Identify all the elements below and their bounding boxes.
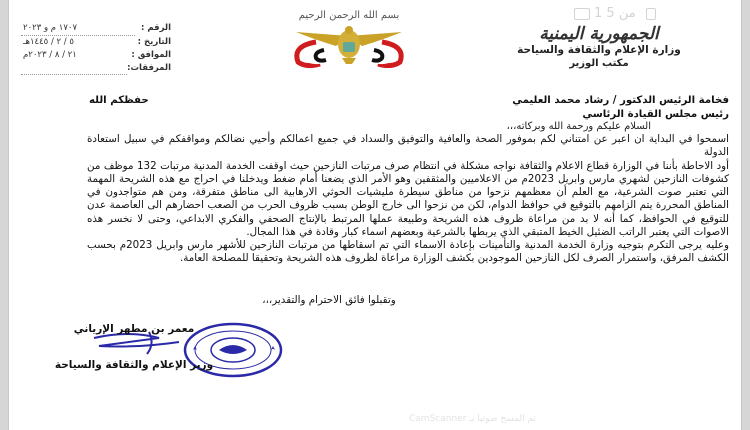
republic-name: الجمهورية اليمنية — [539, 24, 659, 44]
gregorian-date-row — [21, 49, 171, 62]
letterhead-ministry — [469, 24, 729, 70]
closing-line: وتقبلوا فائق الاحترام والتقدير،،، — [262, 294, 396, 306]
page-icon — [574, 8, 590, 20]
letter-body — [87, 133, 729, 266]
gregorian-date-value: ٢١ / ٨ / ٢٠٢٣م — [23, 50, 77, 60]
signatory-name: معمر بن مطهر الإرياني — [73, 323, 195, 335]
basmala: بسم الله الرحمن الرحيم — [298, 10, 400, 21]
reference-number-row — [21, 22, 171, 36]
page-list-icon — [646, 8, 656, 20]
greeting: السلام عليكم ورحمة الله وبركاته،،، — [506, 121, 651, 132]
reference-number-value: ١٧٠٧ م و ٢٠٢٣ — [21, 22, 135, 36]
ministry-name: وزارة الإعلام والثقافة والسياحة — [517, 44, 681, 56]
yemen-eagle-emblem-icon — [286, 22, 412, 68]
hijri-date-label: التاريخ : — [137, 37, 171, 47]
viewer-scrollbar[interactable] — [741, 0, 750, 430]
addressee-title: رئيس مجلس القيادة الرئاسي — [582, 109, 729, 120]
attachments-value — [21, 62, 127, 75]
scanner-watermark: CamScanner تم المسح ضوئيا بـ — [409, 414, 537, 424]
addressee-honorific: حفظكم الله — [89, 95, 149, 106]
reference-block — [21, 22, 171, 75]
letterhead-emblem — [286, 10, 412, 68]
addressee-block — [89, 94, 729, 122]
hijri-date-row — [21, 36, 171, 49]
page-counter — [574, 6, 656, 21]
attachments-row — [21, 62, 171, 75]
signatory-title: وزير الإعلام والثقافة والسياحة — [54, 359, 214, 371]
hijri-date-value: ٥ / ٢ / ١٤٤٥هـ — [23, 37, 74, 47]
viewer-left-border — [0, 0, 9, 430]
office-name: مكتب الوزير — [569, 58, 629, 69]
body-paragraph-1: اسمحوا في البداية ان اعبر عن امتناني لكم بموفور الصحة والعافية والتوفيق والسداد في جميع اعمالكم وأحيي نضالكم ومواقفكم في سبيل استعادة الدولة — [87, 133, 729, 159]
attachments-label: المرفقات: — [127, 63, 171, 73]
page-counter-text: 1 من 5 — [594, 6, 636, 21]
gregorian-date-label: الموافق : — [131, 50, 171, 60]
body-paragraph-2: أود الاحاطة بأننا في الوزارة قطاع الاعلام والثقافة نواجه مشكلة في انتظام صرف مرتبات النازحين حيث اوقفت الخدمة المدنية مرتبات 132 موظف من كشوفات النازحين لشهري مارس وابريل 2023م من الاعلاميين والمثقفين وهو الأمر الذي يضعنا أمام ضغط ويدخلنا في احراج مع هذه الشريحة المهمة التي تعتبر صوت الشرعية، مع العلم أن معظمهم نزحوا من مناطق سيطرة مليشيات الحوثي الارهابية الى مناطق متفرقة، ومن هم متواجدون في المناطق المحررة يتم الزامهم بالتوقيع في حوافظ الدوام، لكن من نزحوا الى خارج الوطن بسبب ظروف الحرب من الصعب احضارهم الى العاصمة عدن للتوقيع في الحوافظ، كما أنه لا بد من مراعاة ظروف هذه الشريحة وطبيعة عملها المرتبط بالإنتاج الصحفي والفكري الابداعي، وحتى لا نخسر هذه الاصوات التي يعتبر الراتب الضئيل الخيط المتبقي الذي يربطها بالشرعية وبعضهم اسماء كبار وقادة في هذا المجال. — [87, 159, 729, 238]
document-page — [9, 0, 741, 430]
addressee-name: فخامة الرئيس الدكتور / رشاد محمد العليمي — [512, 95, 729, 106]
signature-block — [39, 322, 229, 372]
body-paragraph-3: وعليه يرجى التكرم بتوجيه وزارة الخدمة المدنية والتأمينات بإعادة الاسماء التي تم اسقاطها من مرتبات النازحين للأشهر مارس وابريل 2023م بحسب الكشف المرفق، واستمرار الصرف لكل النازحين الموجودين بكشف الوزارة مراعاة لظروف هذه الشريحة وتحقيقا للمصلحة العامة. — [87, 239, 729, 265]
reference-number-label: الرقم : — [141, 23, 171, 33]
